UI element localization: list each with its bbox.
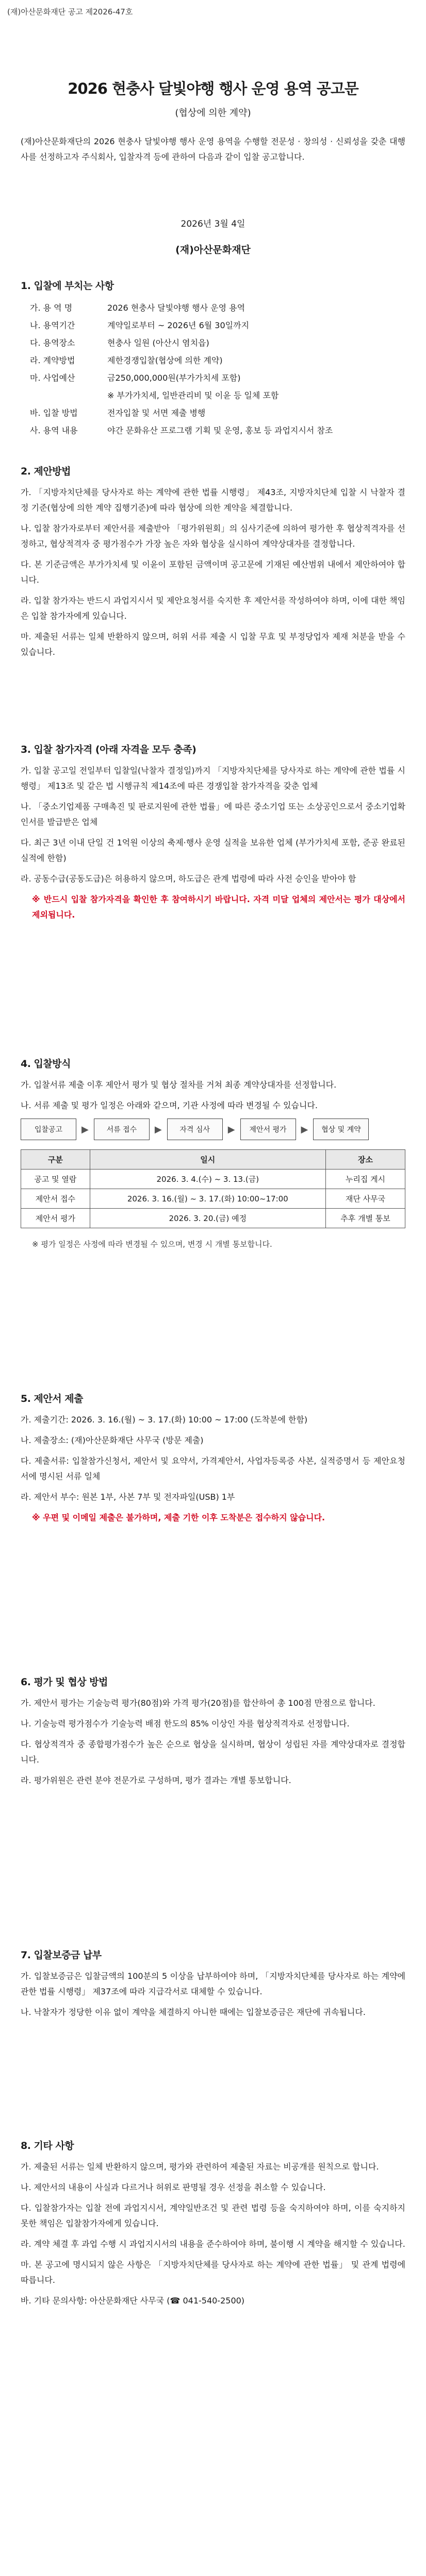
intro-paragraph: (재)아산문화재단의 2026 현충사 달빛야행 행사 운영 용역을 수행할 전문성 · 창의성 · 신뢰성을 갖춘 대행사를 선정하고자 주식회사, 입찰자격 등에 관하여 다음과 같이 입찰 공고합니다. xyxy=(21,137,405,162)
section-heading: 5. 제안서 제출 xyxy=(21,1393,83,1404)
section-heading: 8. 기타 사항 xyxy=(21,2140,74,2151)
section-proposal-method xyxy=(21,464,405,665)
page-title: 2026 현충사 달빛야행 행사 운영 용역 공고문 xyxy=(68,80,358,97)
page-subtitle: (협상에 의한 계약) xyxy=(175,108,251,118)
section-heading: 7. 입찰보증금 납부 xyxy=(21,1950,102,1961)
section-heading: 4. 입찰방식 xyxy=(21,1058,71,1070)
table-cell: 누리집 게시 xyxy=(325,1170,405,1189)
section-heading: 3. 입찰 참가자격 (아래 자격을 모두 충족) xyxy=(21,744,196,755)
table-row xyxy=(21,1189,405,1209)
table-cell: 제안서 접수 xyxy=(21,1189,90,1209)
table-header: 구분 xyxy=(21,1150,90,1170)
paragraph: 라. 공동수급(공동도급)은 허용하지 않으며, 하도급은 관계 법령에 따라 사전 승인을 받아야 함 xyxy=(21,874,356,884)
section-heading: 6. 평가 및 협상 방법 xyxy=(21,1676,108,1688)
arrow-right-icon: ▶ xyxy=(154,1124,162,1135)
section-heading: 1. 입찰에 부치는 사항 xyxy=(21,280,114,292)
flow-step: 협상 및 계약 xyxy=(313,1118,369,1140)
outline-key: 다. 용역장소 xyxy=(30,338,75,348)
outline-row xyxy=(21,422,405,439)
outline-key: 나. 용역기간 xyxy=(30,320,75,330)
paragraph: 나. 「중소기업제품 구매촉진 및 판로지원에 관한 법률」에 따른 중소기업 또는 소상공인으로서 중소기업확인서를 발급받은 업체 xyxy=(21,802,405,827)
document-number: (재)아산문화재단 공고 제2026-47호 xyxy=(7,7,133,16)
paragraph: 가. 입찰보증금은 입찰금액의 100분의 5 이상을 납부하여야 하며, 「지방자치단체를 당사자로 하는 계약에 관한 법률 시행령」 제37조에 따라 지급각서로 대체할 수 있습니다. xyxy=(21,1971,405,1996)
arrow-right-icon: ▶ xyxy=(81,1124,89,1135)
announcement-date: 2026년 3월 4일 xyxy=(181,219,245,229)
section-overview xyxy=(21,278,405,439)
table-row xyxy=(21,1209,405,1228)
paragraph: 마. 제출된 서류는 일체 반환하지 않으며, 허위 서류 제출 시 입찰 무효 및 부정당업자 제재 처분을 받을 수 있습니다. xyxy=(21,632,405,657)
table-cell: 제안서 평가 xyxy=(21,1209,90,1228)
highlight-notice: ※ 반드시 입찰 참가자격을 확인한 후 참여하시기 바랍니다. 자격 미달 업체의 제안서는 평가 대상에서 제외됩니다. xyxy=(32,894,405,920)
outline-row xyxy=(21,317,405,334)
paragraph: 나. 입찰 참가자로부터 제안서를 제출받아 「평가위원회」의 심사기준에 의하여 평가한 후 협상적격자를 선정하고, 협상적격자 중 평가점수가 가장 높은 자와 협상을 실시하여 계약상대자를 결정합니다. xyxy=(21,523,405,549)
procedure-flow xyxy=(21,1118,405,1140)
paragraph: 가. 입찰서류 제출 이후 제안서 평가 및 협상 절차를 거쳐 최종 계약상대자를 선정합니다. xyxy=(21,1080,337,1090)
outline-value: ※ 부가가치세, 일반관리비 및 이윤 등 일체 포함 xyxy=(107,391,279,400)
paragraph: 가. 입찰 공고일 전일부터 입찰일(낙찰자 결정일)까지 「지방자치단체를 당사자로 하는 계약에 관한 법률 시행령」 제13조 및 같은 법 시행규칙 제14조에 따른 경쟁입찰 참가자격을 갖춘 업체 xyxy=(21,766,405,791)
flow-step: 자격 심사 xyxy=(167,1118,223,1140)
table-cell: 2026. 3. 20.(금) 예정 xyxy=(90,1209,325,1228)
table-note: ※ 평가 일정은 사정에 따라 변경될 수 있으며, 변경 시 개별 통보합니다. xyxy=(32,1240,272,1249)
outline-row xyxy=(21,334,405,352)
arrow-right-icon: ▶ xyxy=(301,1124,308,1135)
section-misc xyxy=(21,2138,405,2314)
outline-value: 야간 문화유산 프로그램 기획 및 운영, 홍보 등 과업지시서 참조 xyxy=(107,426,333,435)
table-cell: 재단 사무국 xyxy=(325,1189,405,1209)
outline-key: 사. 용역 내용 xyxy=(30,426,78,435)
paragraph: 다. 협상적격자 중 종합평가점수가 높은 순으로 협상을 실시하며, 협상이 성립된 자를 계약상대자로 결정합니다. xyxy=(21,1739,405,1765)
outline-key: 마. 사업예산 xyxy=(30,373,75,383)
paragraph: 다. 본 기준금액은 부가가치세 및 이윤이 포함된 금액이며 공고문에 기재된 예산범위 내에서 제안하여야 합니다. xyxy=(21,560,405,585)
outline-key xyxy=(21,387,107,404)
schedule-table xyxy=(21,1149,405,1228)
arrow-right-icon: ▶ xyxy=(227,1124,235,1135)
outline-row xyxy=(21,404,405,422)
paragraph: 가. 제안서 평가는 기술능력 평가(80점)와 가격 평가(20점)를 합산하여 총 100점 만점으로 합니다. xyxy=(21,1698,375,1708)
paragraph: 라. 입찰 참가자는 반드시 과업지시서 및 제안요청서를 숙지한 후 제안서를 작성하여야 하며, 이에 대한 책임은 입찰 참가자에게 있습니다. xyxy=(21,596,405,621)
table-cell: 공고 및 열람 xyxy=(21,1170,90,1189)
outline-value: 금250,000,000원(부가가치세 포함) xyxy=(107,373,241,383)
paragraph: 나. 서류 제출 및 평가 일정은 아래와 같으며, 기관 사정에 따라 변경될 수 있습니다. xyxy=(21,1100,318,1110)
paragraph: 라. 제안서 부수: 원본 1부, 사본 7부 및 전자파일(USB) 1부 xyxy=(21,1492,235,1502)
paragraph: 가. 제출기간: 2026. 3. 16.(월) ~ 3. 17.(화) 10:00 ~ 17:00 (도착분에 한함) xyxy=(21,1415,308,1425)
outline-key: 라. 계약방법 xyxy=(30,355,75,365)
outline-row xyxy=(21,387,405,404)
paragraph: 나. 제안서의 내용이 사실과 다르거나 허위로 판명될 경우 선정을 취소할 수 있습니다. xyxy=(21,2182,326,2192)
outline-value: 제한경쟁입찰(협상에 의한 계약) xyxy=(107,355,223,365)
outline-key: 바. 입찰 방법 xyxy=(30,408,78,418)
paragraph: 다. 입찰참가자는 입찰 전에 과업지시서, 계약일반조건 및 관련 법령 등을 숙지하여야 하며, 이를 숙지하지 못한 책임은 입찰참가자에게 있습니다. xyxy=(21,2203,405,2228)
table-header: 장소 xyxy=(325,1150,405,1170)
paragraph: 바. 기타 문의사항: 아산문화재단 사무국 (☎ 041-540-2500) xyxy=(21,2296,245,2306)
section-bidding-procedure xyxy=(21,1056,405,1257)
paragraph: 라. 평가위원은 관련 분야 전문가로 구성하며, 평가 결과는 개별 통보합니다. xyxy=(21,1775,291,1785)
flow-step: 입찰공고 xyxy=(21,1118,76,1140)
outline-row xyxy=(21,352,405,369)
paragraph: 나. 제출장소: (재)아산문화재단 사무국 (방문 제출) xyxy=(21,1435,204,1445)
outline-value: 현충사 일원 (아산시 염치읍) xyxy=(107,338,209,348)
outline-value: 2026 현충사 달빛야행 행사 운영 용역 xyxy=(107,303,245,313)
section-bid-bond xyxy=(21,1947,405,2025)
flow-step: 제안서 평가 xyxy=(240,1118,296,1140)
paragraph: 다. 최근 3년 이내 단일 건 1억원 이상의 축제·행사 운영 실적을 보유한 업체 (부가가치세 포함, 준공 완료된 실적에 한함) xyxy=(21,838,405,863)
table-header-row xyxy=(21,1150,405,1170)
section-submission xyxy=(21,1391,405,1531)
highlight-notice: ※ 우편 및 이메일 제출은 불가하며, 제출 기한 이후 도착분은 접수하지 않습니다. xyxy=(32,1513,325,1522)
table-cell: 추후 개별 통보 xyxy=(325,1209,405,1228)
paragraph: 가. 「지방자치단체를 당사자로 하는 계약에 관한 법률 시행령」 제43조, 지방자치단체 입찰 시 낙찰자 결정 기준(협상에 의한 계약 집행기준)에 따라 협상에 의한 계약을 체결합니다. xyxy=(21,487,405,513)
table-cell: 2026. 3. 16.(월) ~ 3. 17.(화) 10:00~17:00 xyxy=(90,1189,325,1209)
outline-value: 전자입찰 및 서면 제출 병행 xyxy=(107,408,206,418)
section-heading: 2. 제안방법 xyxy=(21,466,71,477)
paragraph: 나. 기술능력 평가점수가 기술능력 배점 한도의 85% 이상인 자를 협상적격자로 선정합니다. xyxy=(21,1719,350,1728)
outline-value: 계약일로부터 ~ 2026년 6월 30일까지 xyxy=(107,320,250,330)
section-eligibility xyxy=(21,742,405,928)
paragraph: 가. 제출된 서류는 일체 반환하지 않으며, 평가와 관련하여 제출된 자료는 비공개를 원칙으로 합니다. xyxy=(21,2162,379,2172)
outline-key: 가. 용 역 명 xyxy=(30,303,73,313)
paragraph: 다. 제출서류: 입찰참가신청서, 제안서 및 요약서, 가격제안서, 사업자등록증 사본, 실적증명서 등 제안요청서에 명시된 서류 일체 xyxy=(21,1456,405,1481)
section-evaluation xyxy=(21,1674,405,1793)
paragraph: 마. 본 공고에 명시되지 않은 사항은 「지방자치단체를 당사자로 하는 계약에 관한 법률」 및 관계 법령에 따릅니다. xyxy=(21,2260,405,2285)
outline-row xyxy=(21,299,405,317)
paragraph: 라. 계약 체결 후 과업 수행 시 과업지시서의 내용을 준수하여야 하며, 불이행 시 계약을 해지할 수 있습니다. xyxy=(21,2239,405,2249)
flow-step: 서류 접수 xyxy=(94,1118,150,1140)
paragraph: 나. 낙찰자가 정당한 이유 없이 계약을 체결하지 아니한 때에는 입찰보증금은 재단에 귀속됩니다. xyxy=(21,2007,366,2017)
organization-name: (재)아산문화재단 xyxy=(175,244,251,256)
table-cell: 2026. 3. 4.(수) ~ 3. 13.(금) xyxy=(90,1170,325,1189)
table-header: 일시 xyxy=(90,1150,325,1170)
outline-row xyxy=(21,369,405,387)
table-row xyxy=(21,1170,405,1189)
